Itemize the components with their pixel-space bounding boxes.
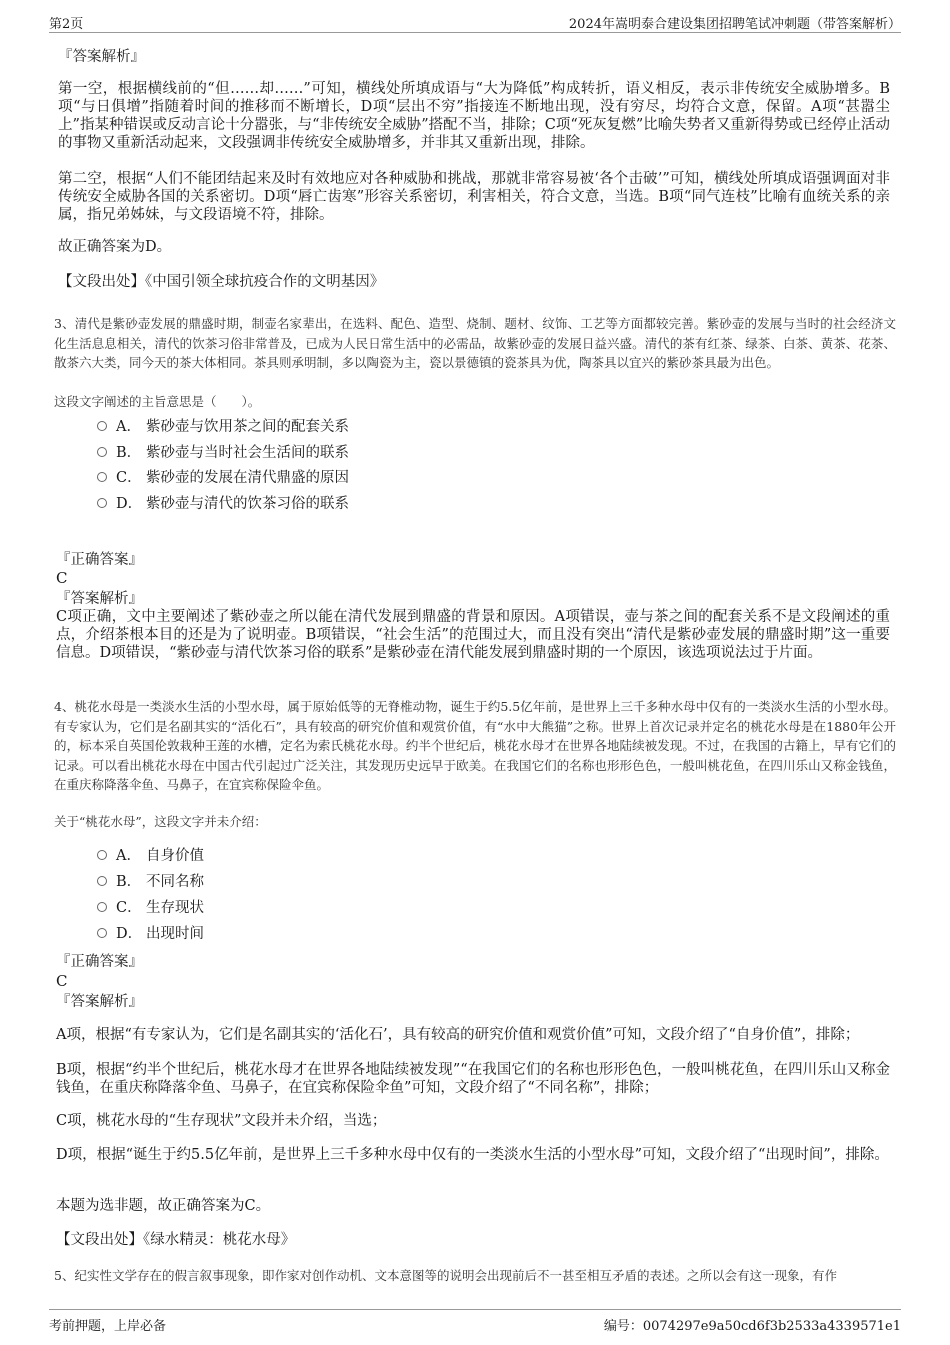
document-id: 编号：0074297e9a50cd6f3b2533a4339571e1	[603, 1319, 901, 1334]
q4-analysis-a: A项，根据“有专家认为，它们是名副其实的‘活化石’，具有较高的研究价值和观赏价值”可知，文段介绍了“自身价值”，排除；	[56, 1027, 860, 1043]
q2-source: 【文段出处】《中国引领全球抗疫合作的文明基因》	[58, 274, 385, 290]
option-letter: C．	[116, 900, 142, 916]
q4-analysis-label: 『答案解析』	[56, 994, 143, 1010]
q4-correct-answer: C	[56, 972, 68, 990]
q4-analysis-d: D项，根据“诞生于约5.5亿年前，是世界上三千多种水母中仅有的一类淡水生活的小型水母”可知，文段介绍了“出现时间”，排除。	[56, 1147, 889, 1163]
q4-option-a[interactable]	[97, 846, 204, 866]
radio-icon[interactable]	[97, 850, 107, 860]
q4-option-d[interactable]	[97, 924, 204, 944]
option-text: 自身价值	[146, 848, 204, 864]
q3-option-d[interactable]	[97, 494, 349, 514]
option-letter: A．	[116, 848, 141, 864]
q4-stem: 4、桃花水母是一类淡水生活的小型水母，属于原始低等的无脊椎动物，诞生于约5.5亿年前，是世界上三千多种水母中仅有的一类淡水生活的小型水母。有专家认为，它们是名副其实的“活化石”，具有较高的研究价值和观赏价值，有“水中大熊猫”之称。世界上首次记录并定名的桃花水母是在1880年公开的，标本采自英国伦敦栽种王莲的水槽，定名为索氏桃花水母。约半个世纪后，桃花水母才在世界各地陆续被发现。不过，在我国的古籍上，早有它们的记录。可以看出桃花水母在中国古代引起过广泛关注，其发现历史远早于欧美。在我国它们的名称也形形色色，一般叫桃花鱼，在四川乐山又称金钱鱼，在重庆称降落伞鱼、马鼻子，在宜宾称保险伞鱼。	[54, 699, 896, 792]
q2-analysis-para1: 第一空，根据横线前的“但……却……”可知，横线处所填成语与“大为降低”构成转折，语义相反，表示非传统安全威胁增多。B项“与日俱增”指随着时间的推移而不断增长，D项“层出不穷”指接连不断地出现，没有穷尽，均符合文意，保留。A项“甚嚣尘上”指某种错误或反动言论十分嚣张，与“非传统安全威胁”搭配不当，排除；C项“死灰复燃”比喻失势者又重新得势或已经停止活动的事物又重新活动起来，文段强调非传统安全威胁增多，并非其又重新出现，排除。	[58, 81, 890, 151]
q3-option-c[interactable]	[97, 468, 349, 488]
q4-conclusion: 本题为选非题，故正确答案为C。	[56, 1198, 271, 1214]
q2-analysis-label: 『答案解析』	[58, 49, 145, 65]
option-text: 紫砂壶的发展在清代鼎盛的原因	[146, 470, 349, 486]
option-text: 紫砂壶与清代的饮茶习俗的联系	[146, 496, 349, 512]
option-text: 紫砂壶与当时社会生活间的联系	[146, 445, 349, 461]
q3-question: 这段文字阐述的主旨意思是（ ）。	[54, 394, 261, 409]
option-letter: A．	[116, 419, 141, 435]
q4-analysis-c: C项，桃花水母的“生存现状”文段并未介绍，当选；	[56, 1113, 387, 1129]
option-text: 生存现状	[146, 900, 204, 916]
q4-question: 关于“桃花水母”，这段文字并未介绍：	[54, 814, 267, 829]
q4-option-b[interactable]	[97, 872, 204, 892]
radio-icon[interactable]	[97, 421, 107, 431]
option-letter: B．	[116, 874, 142, 890]
q3-option-b[interactable]	[97, 443, 349, 463]
q3-analysis: C项正确，文中主要阐述了紫砂壶之所以能在清代发展到鼎盛的背景和原因。A项错误，壶与茶之间的配套关系不是文段阐述的重点，介绍茶根本目的还是为了说明壶。B项错误，“社会生活”的范围过大，而且没有突出“清代是紫砂壶发展的鼎盛时期”这一重要信息。D项错误，“紫砂壶与清代饮茶习俗的联系”是紫砂壶在清代能发展到鼎盛时期的一个原因，该选项说法过于片面。	[56, 609, 890, 661]
q4-source: 【文段出处】《绿水精灵：桃花水母》	[56, 1232, 296, 1248]
q3-correct-answer: C	[56, 569, 68, 587]
radio-icon[interactable]	[97, 902, 107, 912]
option-text: 紫砂壶与饮用茶之间的配套关系	[146, 419, 349, 435]
q4-option-c[interactable]	[97, 898, 204, 918]
q3-option-a[interactable]	[97, 417, 349, 437]
radio-icon[interactable]	[97, 447, 107, 457]
q2-analysis-para2: 第二空，根据“人们不能团结起来及时有效地应对各种威胁和挑战，那就非常容易被‘各个击破’”可知，横线处所填成语强调面对非传统安全威胁各国的关系密切。D项“唇亡齿寒”形容关系密切，利害相关，符合文意，当选。B项“同气连枝”比喻有血统关系的亲属，指兄弟姊妹，与文段语境不符，排除。	[58, 171, 890, 223]
q5-stem: 5、纪实性文学存在的假言叙事现象，即作家对创作动机、文本意图等的说明会出现前后不一甚至相互矛盾的表述。之所以会有这一现象，有作	[54, 1268, 837, 1283]
option-text: 不同名称	[146, 874, 204, 890]
q3-analysis-label: 『答案解析』	[56, 591, 143, 607]
option-letter: C．	[116, 470, 142, 486]
q4-analysis-b: B项，根据“约半个世纪后，桃花水母才在世界各地陆续被发现”“在我国它们的名称也形形色色，一般叫桃花鱼，在四川乐山又称金钱鱼，在重庆称降落伞鱼、马鼻子，在宜宾称保险伞鱼”可知，文段介绍了“不同名称”，排除；	[56, 1062, 890, 1096]
radio-icon[interactable]	[97, 472, 107, 482]
page-number: 第2页	[49, 17, 84, 32]
page-header	[49, 10, 901, 33]
page-footer	[49, 1309, 901, 1336]
option-letter: D．	[116, 926, 143, 942]
q2-conclusion: 故正确答案为D。	[58, 239, 172, 255]
option-letter: D．	[116, 496, 143, 512]
q3-correct-label: 『正确答案』	[56, 552, 143, 568]
option-text: 出现时间	[146, 926, 204, 942]
radio-icon[interactable]	[97, 928, 107, 938]
q4-correct-label: 『正确答案』	[56, 954, 143, 970]
document-title: 2024年嵩明泰合建设集团招聘笔试冲刺题（带答案解析）	[568, 17, 901, 32]
option-letter: B．	[116, 445, 142, 461]
footer-slogan: 考前押题，上岸必备	[49, 1319, 167, 1334]
radio-icon[interactable]	[97, 876, 107, 886]
q3-stem: 3、清代是紫砂壶发展的鼎盛时期，制壶名家辈出，在选料、配色、造型、烧制、题材、纹饰、工艺等方面都较完善。紫砂壶的发展与当时的社会经济文化生活息息相关，清代的饮茶习俗非常普及，已成为人民日常生活中的必需品，故紫砂壶的发展日益兴盛。清代的茶有红茶、绿茶、白茶、黄茶、花茶、散茶六大类，同今天的茶大体相同。茶具则承明制，多以陶瓷为主，瓷以景德镇的瓷茶具为优，陶茶具以宜兴的紫砂茶具最为出色。	[54, 316, 896, 370]
radio-icon[interactable]	[97, 498, 107, 508]
